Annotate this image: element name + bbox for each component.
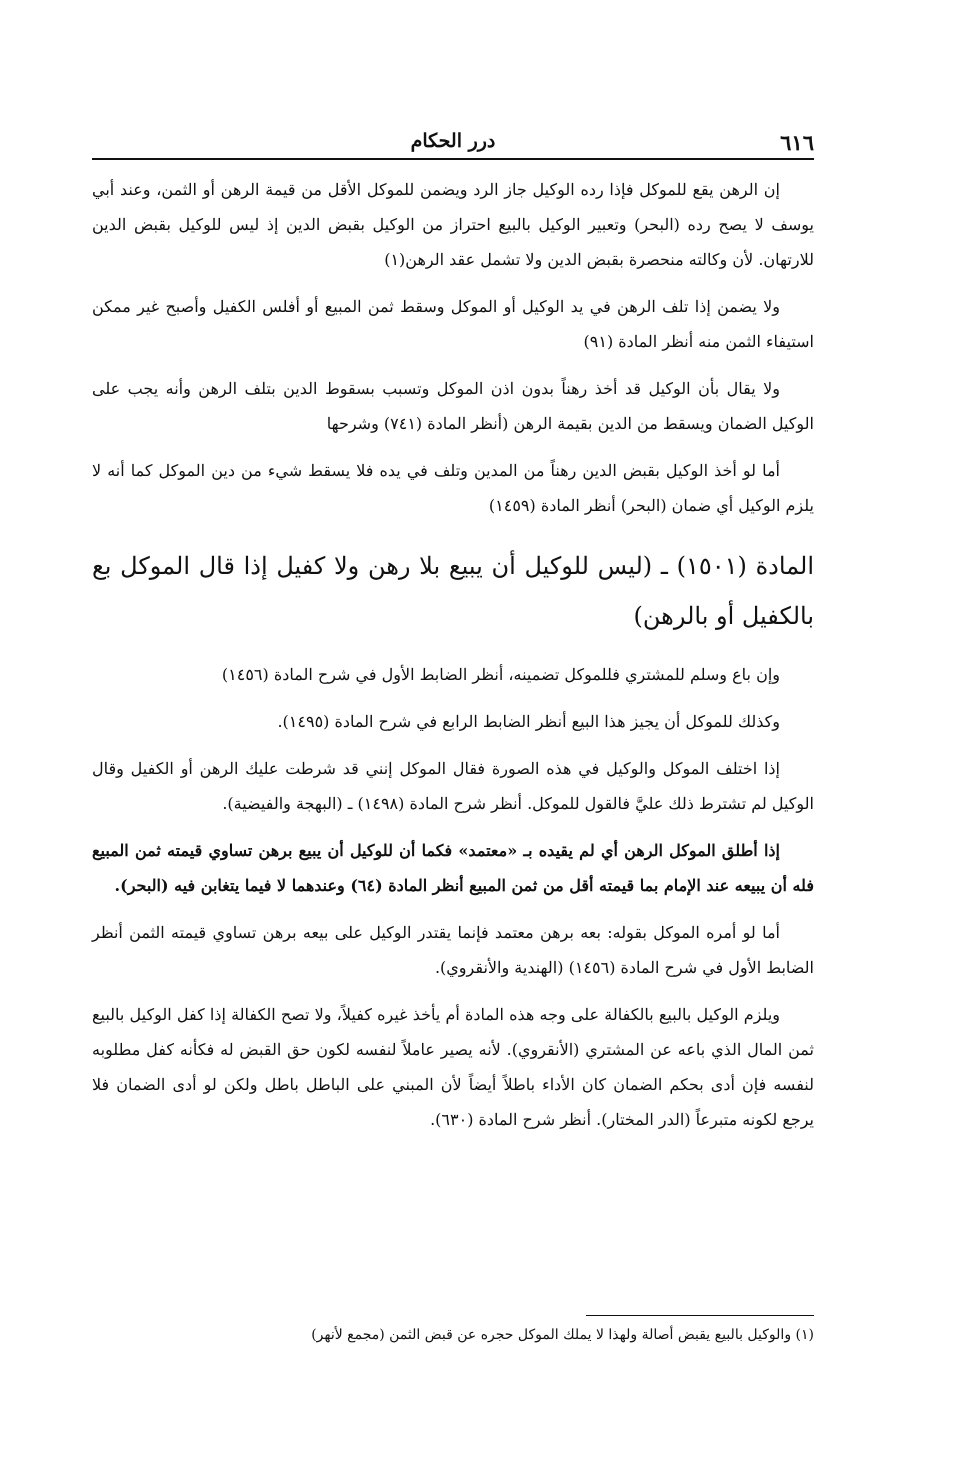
footnote: (١) والوكيل بالبيع يقبض أصالة ولهذا لا يملك الموكل حجره عن قبض الثمن (مجمع لأنهر) (311, 1327, 814, 1343)
paragraph: إن الرهن يقع للموكل فإذا رده الوكيل جاز الرد ويضمن للموكل الأقل من قيمة الرهن أو الثمن، وعند أبي يوسف لا يصح رده (البحر) وتعبير الوكيل بالبيع احتراز من الوكيل بقبض الدين إذ ليس للوكيل بقبض الدين للارتهان. لأن وكالته منحصرة بقبض الدين ولا تشمل عقد الرهن(١) (92, 180, 815, 269)
paragraph: ولا يقال بأن الوكيل قد أخذ رهناً بدون اذن الموكل وتسبب بسقوط الدين بتلف الرهن وأنه يجب على الوكيل الضمان ويسقط من الدين بقيمة الرهن (أنظر المادة (٧٤١) وشرحها (92, 379, 814, 433)
paragraph: ويلزم الوكيل بالبيع بالكفالة على وجه هذه المادة أم يأخذ غيره كفيلاً، ولا تصح الكفالة إذا كفل الوكيل بالبيع ثمن المال الذي باعه عن المشتري (الأنقروي). لأنه يصير عاملاً لنفسه لكون حق القبض له فكأنه كفل مطلوبه لنفسه فإن أدى بحكم الضمان كان الأداء باطلاً أيضاً لأن المبني على الباطل باطل ولكن لو أدى الضمان فلا يرجع لكونه متبرعاً (الدر المختار). أنظر شرح المادة (٦٣٠). (92, 1005, 814, 1129)
paragraph: أما لو أخذ الوكيل بقبض الدين رهناً من المدين وتلف في يده فلا يسقط شيء من دين الموكل كما أنه لا يلزم الوكيل أي ضمان (البحر) أنظر المادة (١٤٥٩) (92, 461, 814, 515)
page-header (92, 128, 814, 160)
page-body (92, 172, 814, 1149)
footnote-divider (586, 1315, 814, 1316)
page-number: ٦١٦ (780, 130, 814, 155)
running-title: درر الحكام (410, 130, 496, 152)
article-heading: المادة (١٥٠١) ـ (ليس للوكيل أن يبيع بلا رهن ولا كفيل إذا قال الموكل بع بالكفيل أو بالرهن) (92, 552, 814, 630)
paragraph: ولا يضمن إذا تلف الرهن في يد الوكيل أو الموكل وسقط ثمن المبيع أو أفلس الكفيل وأصبح غير ممكن استيفاء الثمن منه أنظر المادة (٩١) (92, 297, 814, 351)
bold-paragraph: إذا أطلق الموكل الرهن أي لم يقيده بـ «معتمد» فكما أن للوكيل أن يبيع برهن تساوي قيمته ثمن المبيع فله أن يبيعه عند الإمام بما قيمته أقل من ثمن المبيع أنظر المادة (٦٤) وعندهما لا فيما يتغابن فيه (البحر). (92, 841, 814, 895)
paragraph: أما لو أمره الموكل بقوله: بعه برهن معتمد فإنما يقتدر الوكيل على بيعه برهن تساوي قيمته الثمن أنظر الضابط الأول في شرح المادة (١٤٥٦) (الهندية والأنقروي). (92, 923, 814, 977)
paragraph: وكذلك للموكل أن يجيز هذا البيع أنظر الضابط الرابع في شرح المادة (١٤٩٥). (277, 712, 780, 731)
paragraph: وإن باع وسلم للمشتري فللموكل تضمينه، أنظر الضابط الأول في شرح المادة (١٤٥٦) (221, 665, 780, 684)
paragraph: إذا اختلف الموكل والوكيل في هذه الصورة فقال الموكل إنني قد شرطت عليك الرهن أو الكفيل وقال الوكيل لم تشترط ذلك عليَّ فالقول للموكل. أنظر شرح المادة (١٤٩٨) ـ (البهجة والفيضية). (92, 759, 814, 813)
